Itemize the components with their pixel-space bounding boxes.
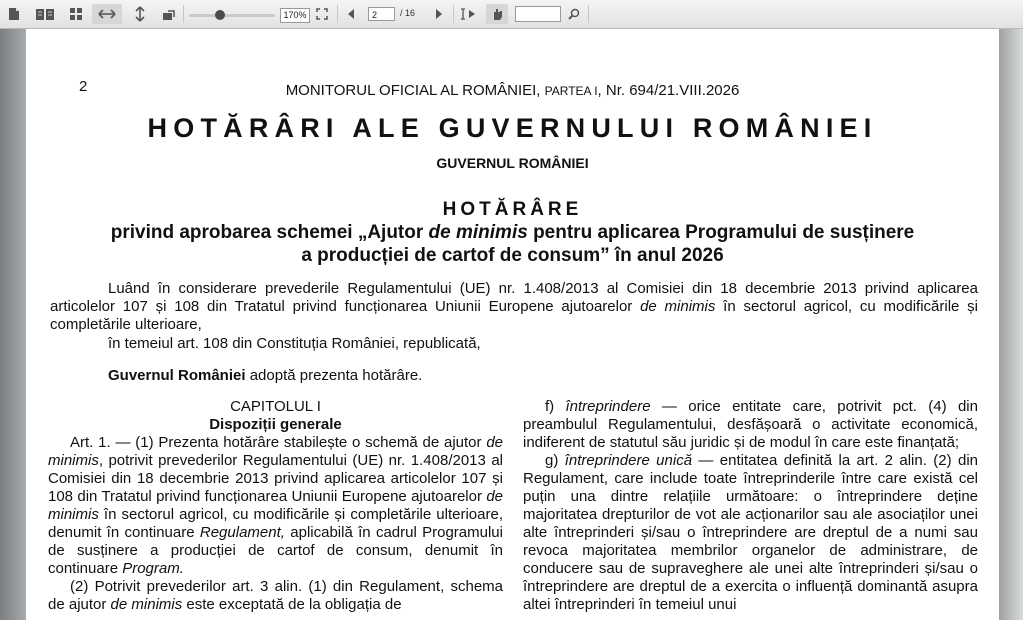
running-header [26, 82, 999, 99]
toolbar-divider [588, 5, 589, 23]
toolbar-divider [337, 5, 338, 23]
next-page-icon[interactable] [432, 4, 446, 24]
intro-paragraph [50, 280, 978, 334]
fullscreen-icon[interactable] [314, 4, 330, 24]
chapter-label: CAPITOLUL I [230, 398, 321, 415]
single-page-icon[interactable] [6, 4, 22, 24]
left-viewer-margin [0, 29, 26, 620]
left-column [48, 398, 503, 614]
italic: de minimis [48, 434, 503, 469]
act-title-line-2: a producției de cartof de consum” în anul 2026 [301, 245, 724, 266]
italic: întreprindere [565, 398, 651, 415]
search-input[interactable] [515, 6, 561, 22]
grid-view-icon[interactable] [68, 4, 84, 24]
right-column [523, 398, 978, 614]
italic: de minimis [48, 488, 503, 523]
article-1-paragraph-2 [48, 578, 503, 614]
text: aplicabilă în cadrul Programului de susținere a producției de cartof de consum, denumit în continuare [48, 524, 503, 577]
text: este exceptată de la obligația de [182, 596, 402, 613]
text: în sectorul agricol, cu modificările și completările ulterioare, denumit în continuare [48, 506, 503, 541]
fit-height-icon[interactable] [133, 4, 147, 24]
page-total-label: / 16 [400, 8, 416, 18]
definition-f [523, 398, 978, 452]
text: — entitatea definită la art. 2 alin. (2) din Regulament, care include toate întreprinderile între care există cel puțin una dintre relațiile următoare: o întreprindere deține majoritatea drepturilor de vot ale acționarilor sau ale asociaților unei alte întreprinderi și/sau o întreprindere are dreptul de a numi sau revoca majoritatea membrilor organelor de administrare, de conducere sau de supraveghere ale unei alte întreprinderi și/sau o întreprindere are dreptul de a exercita o influență dominantă asupra altei întreprinderi în temeiul unui [523, 452, 978, 613]
intro-text: Luând în considerare prevederile Regulamentului (UE) nr. 1.408/2013 al Comisiei din 18 decembrie 2013 privind aplicarea articolelor 107 și 108 din Tratatul privind funcționarea Uniunii Europene ajutoarelor [50, 280, 978, 315]
page-number: 2 [79, 78, 88, 95]
vertical-scrollbar-area[interactable] [999, 29, 1023, 620]
intro-italic: de minimis [640, 298, 716, 315]
adoption-formula [108, 367, 422, 385]
issuer-name: GUVERNUL ROMÂNIEI [436, 155, 589, 171]
zoom-slider-knob[interactable] [215, 10, 225, 20]
rotate-page-icon[interactable] [160, 4, 178, 24]
act-type: HOTĂRÂRE [442, 199, 583, 220]
text: f) [545, 398, 566, 415]
pdf-toolbar [0, 0, 1023, 29]
italic: întreprindere unică [564, 452, 693, 469]
zoom-slider[interactable] [189, 14, 275, 17]
act-title-line-1 [26, 222, 999, 244]
italic: Program. [122, 560, 184, 577]
page-number-input[interactable]: 2 [368, 7, 395, 21]
article-1-paragraph-1 [48, 434, 503, 578]
document-page [26, 29, 999, 620]
header-part: PARTEA I [544, 84, 598, 98]
intro-text: în sectorul agricol, cu modificările și completările ulterioare, [50, 298, 978, 333]
text: — orice entitate care, potrivit pct. (4) din preambulul Regulamentului, desfășoară o activitate economică, indiferent de statutul său juridic și de modul în care este finanțată; [523, 398, 978, 451]
text: Art. 1. — (1) Prezenta hotărâre stabilește o schemă de ajutor [70, 434, 487, 451]
chapter-title: Dispoziții generale [209, 416, 342, 433]
text: , potrivit prevederilor Regulamentului (UE) nr. 1.408/2013 al Comisiei din 18 decembrie 2013 privind aplicarea articolelor 107 și 108 din Tratatul privind funcționarea Uniunii Europene ajutoarelor [48, 452, 503, 505]
text: (2) Potrivit prevederilor art. 3 alin. (1) din Regulament, schema de ajutor [48, 578, 503, 613]
title-italic: de minimis [428, 222, 528, 243]
section-title: HOTĂRÂRI ALE GUVERNULUI ROMÂNIEI [147, 113, 878, 143]
header-rest: , Nr. 694/21.VIII.2026 [597, 82, 740, 99]
previous-page-icon[interactable] [344, 4, 358, 24]
adoption-text: adoptă prezenta hotărâre. [245, 367, 423, 384]
two-page-icon[interactable] [34, 4, 56, 24]
text: g) [545, 452, 565, 469]
definition-g [523, 452, 978, 614]
title-text: pentru aplicarea Programului de susținere [527, 222, 915, 243]
text-select-icon[interactable] [460, 4, 478, 24]
italic: Regulament, [199, 524, 285, 541]
adoption-bold: Guvernul României [108, 367, 246, 384]
header-main: MONITORUL OFICIAL AL ROMÂNIEI, [285, 82, 545, 99]
zoom-value-field[interactable]: 170% [280, 8, 310, 23]
hand-tool-icon[interactable] [486, 4, 508, 24]
search-icon[interactable] [566, 4, 582, 24]
legal-basis: în temeiul art. 108 din Constituția României, republicată, [108, 335, 481, 352]
fit-width-icon[interactable] [92, 4, 122, 24]
title-text: privind aprobarea schemei „Ajutor [110, 222, 429, 243]
toolbar-divider [183, 5, 184, 23]
toolbar-divider [453, 5, 454, 23]
italic: de minimis [110, 596, 183, 613]
